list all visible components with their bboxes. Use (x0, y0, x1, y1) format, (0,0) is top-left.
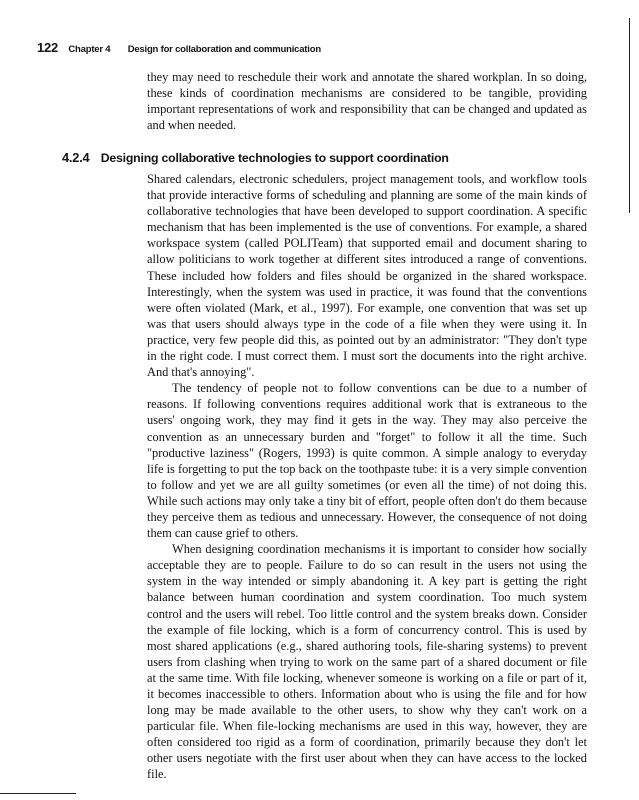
opening-paragraph: they may need to reschedule their work and annotate the shared workplan. In so doing, these kinds of coordination mechanisms are considered to be tangible, providing important representations of work and responsibility that can be changed and updated as and when needed. (147, 70, 587, 133)
section-heading (62, 150, 592, 165)
footer-rule (0, 793, 76, 794)
section-title: Designing collaborative technologies to support coordination (100, 151, 449, 165)
chapter-label: Chapter 4 (68, 44, 111, 55)
section-number: 4.2.4 (62, 150, 90, 165)
running-header (37, 40, 597, 56)
section-body (147, 171, 587, 783)
paragraph-1: Shared calendars, electronic schedulers, project management tools, and workflow tools that provide interactive forms of scheduling and planning are some of the main kinds of collaborative technologies that have been developed to support coordination. A specific mechanism that has been implemented is the use of conventions. For example, a shared workspace system (called POLITeam) that supported email and document sharing to allow politicians to work together at different sites introduced a range of conventions. These included how folders and files should be organized in the shared workspace. Interestingly, when the system was used in practice, it was found that the conventions were often violated (Mark, et al., 1997). For example, one convention that was set up was that users should always type in the code of a file when they were using it. In practice, very few people did this, as pointed out by an administrator: "They don't type in the right code. I must correct them. I must sort the documents into the right archive. And that's annoying". (147, 172, 587, 380)
chapter-title: Design for collaboration and communication (127, 44, 321, 55)
page-number: 122 (37, 40, 59, 55)
paragraph-2: The tendency of people not to follow conventions can be due to a number of reasons. If following conventions requires additional work that is extraneous to the users' ongoing work, they may find it gets in the way. They may also perceive the convention as an unnecessary burden and "forget" to follow it all the time. Such "productive laziness" (Rogers, 1993) is quite common. A simple analogy to everyday life is forgetting to put the top back on the toothpaste tube: it is a very simple convention to follow and yet we are all guilty sometimes (or even all the time) of not doing this. While such actions may only take a tiny bit of effort, people often don't do them because they perceive them as tedious and unnecessary. However, the consequence of not doing them can cause grief to others. (147, 381, 587, 541)
paragraph-3: When designing coordination mechanisms it is important to consider how socially acceptable they are to people. Failure to do so can result in the users not using the system in the way intended or simply abandoning it. A key part is getting the right balance between human coordination and system coordination. Too much system control and the users will rebel. Too little control and the system breaks down. Consider the example of file locking, which is a form of concurrency control. This is used by most shared applications (e.g., shared authoring tools, file-sharing systems) to prevent users from clashing when trying to work on the same part of a shared document or file at the same time. With file locking, whenever someone is working on a file or part of it, it becomes inaccessible to others. Information about who is using the file and for how long may be made available to the other users, to show why they can't work on a particular file. When file-locking mechanisms are used in this way, however, they are often considered too rigid as a form of coordination, primarily because they don't let other users negotiate with the first user about when they can have access to the locked file. (147, 542, 587, 782)
opening-text-block (147, 69, 587, 133)
page-edge-rule (629, 18, 630, 213)
